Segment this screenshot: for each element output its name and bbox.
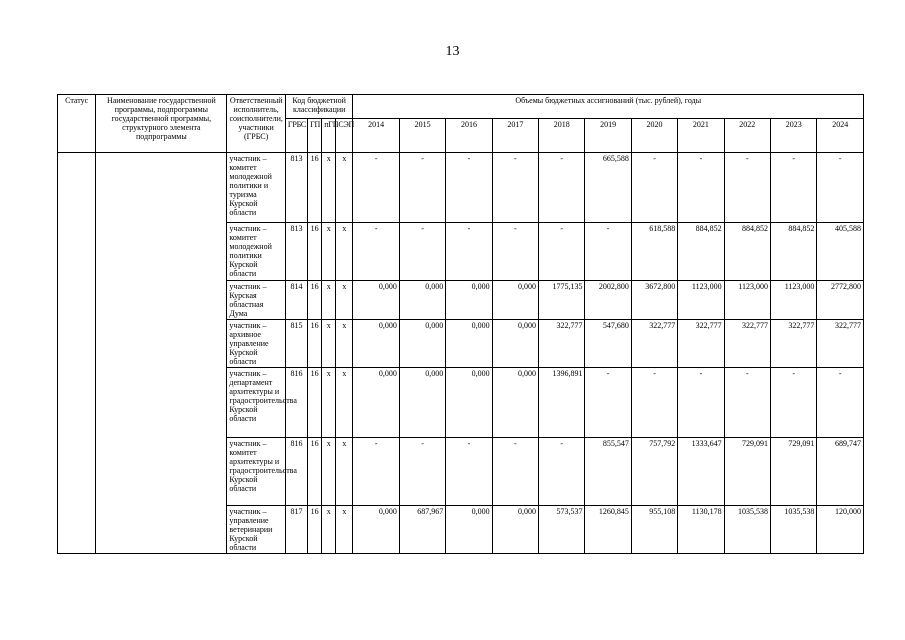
value-cell: 0,000: [399, 320, 445, 368]
program-name-cell: [96, 153, 227, 554]
participant-cell: участник – управление ветеринарии Курской области: [227, 506, 285, 554]
value-cell: 322,777: [631, 320, 677, 368]
participant-cell: участник – комитет молодежной политики и туризма Курской области: [227, 153, 285, 223]
pgp-cell: х: [322, 320, 336, 368]
grbs-cell: 816: [285, 368, 307, 438]
value-cell: 884,852: [771, 223, 817, 281]
value-cell: 0,000: [353, 281, 399, 320]
value-cell: -: [446, 438, 492, 506]
value-cell: 729,091: [724, 438, 770, 506]
value-cell: -: [492, 153, 538, 223]
gp-cell: 16: [308, 368, 322, 438]
value-cell: 2002,800: [585, 281, 631, 320]
sep-cell: х: [336, 320, 353, 368]
header-year: 2014: [353, 119, 399, 153]
gp-cell: 16: [308, 320, 322, 368]
header-year: 2017: [492, 119, 538, 153]
value-cell: -: [492, 223, 538, 281]
header-year: 2016: [446, 119, 492, 153]
value-cell: -: [353, 153, 399, 223]
value-cell: 1035,538: [724, 506, 770, 554]
participant-cell: участник – Курская областная Дума: [227, 281, 285, 320]
value-cell: 689,747: [817, 438, 864, 506]
participant-cell: участник – департамент архитектуры и градостроительства Курской области: [227, 368, 285, 438]
pgp-cell: х: [322, 438, 336, 506]
value-cell: -: [539, 153, 585, 223]
value-cell: 1130,178: [678, 506, 724, 554]
value-cell: 0,000: [353, 506, 399, 554]
value-cell: -: [539, 438, 585, 506]
pgp-cell: х: [322, 281, 336, 320]
value-cell: 0,000: [446, 320, 492, 368]
value-cell: 0,000: [446, 368, 492, 438]
value-cell: 2772,800: [817, 281, 864, 320]
value-cell: -: [353, 438, 399, 506]
value-cell: 0,000: [446, 281, 492, 320]
value-cell: 855,547: [585, 438, 631, 506]
participant-cell: участник – архивное управление Курской области: [227, 320, 285, 368]
grbs-cell: 813: [285, 223, 307, 281]
header-year: 2020: [631, 119, 677, 153]
header-year: 2021: [678, 119, 724, 153]
value-cell: 0,000: [353, 320, 399, 368]
header-budget-code: Код бюджетной классификации: [285, 95, 353, 119]
gp-cell: 16: [308, 223, 322, 281]
header-year: 2023: [771, 119, 817, 153]
header-status: Статус: [58, 95, 96, 153]
value-cell: -: [446, 153, 492, 223]
value-cell: 1396,891: [539, 368, 585, 438]
value-cell: -: [771, 368, 817, 438]
header-year: 2019: [585, 119, 631, 153]
sep-cell: х: [336, 223, 353, 281]
header-volumes: Объемы бюджетных ассигнований (тыс. рублей), годы: [353, 95, 864, 119]
value-cell: -: [492, 438, 538, 506]
value-cell: -: [817, 368, 864, 438]
value-cell: 322,777: [771, 320, 817, 368]
grbs-cell: 814: [285, 281, 307, 320]
value-cell: 322,777: [678, 320, 724, 368]
value-cell: -: [724, 153, 770, 223]
value-cell: 1123,000: [724, 281, 770, 320]
sep-cell: х: [336, 368, 353, 438]
value-cell: -: [399, 438, 445, 506]
header-code-col: пГП: [322, 119, 336, 153]
value-cell: 547,680: [585, 320, 631, 368]
value-cell: 405,588: [817, 223, 864, 281]
value-cell: 0,000: [492, 368, 538, 438]
value-cell: -: [585, 223, 631, 281]
value-cell: 665,588: [585, 153, 631, 223]
header-year: 2015: [399, 119, 445, 153]
value-cell: -: [353, 223, 399, 281]
sep-cell: х: [336, 438, 353, 506]
value-cell: -: [446, 223, 492, 281]
participant-cell: участник – комитет архитектуры и градостроительства Курской области: [227, 438, 285, 506]
value-cell: 618,588: [631, 223, 677, 281]
value-cell: -: [771, 153, 817, 223]
page-number: 13: [445, 44, 460, 59]
value-cell: -: [817, 153, 864, 223]
pgp-cell: х: [322, 223, 336, 281]
value-cell: 1123,000: [678, 281, 724, 320]
value-cell: 1123,000: [771, 281, 817, 320]
value-cell: -: [678, 368, 724, 438]
header-code-col: СЭП: [336, 119, 353, 153]
header-program-name: Наименование государственной программы, подпрограммы государственной программы, структурного элемента подпрограммы: [96, 95, 227, 153]
value-cell: 955,108: [631, 506, 677, 554]
value-cell: 757,792: [631, 438, 677, 506]
pgp-cell: х: [322, 153, 336, 223]
value-cell: 0,000: [353, 368, 399, 438]
value-cell: 0,000: [446, 506, 492, 554]
value-cell: 0,000: [492, 506, 538, 554]
pgp-cell: х: [322, 506, 336, 554]
gp-cell: 16: [308, 281, 322, 320]
grbs-cell: 815: [285, 320, 307, 368]
value-cell: 729,091: [771, 438, 817, 506]
gp-cell: 16: [308, 153, 322, 223]
value-cell: 0,000: [399, 281, 445, 320]
status-cell: [58, 153, 96, 554]
value-cell: 884,852: [724, 223, 770, 281]
sep-cell: х: [336, 153, 353, 223]
pgp-cell: х: [322, 368, 336, 438]
header-year: 2018: [539, 119, 585, 153]
value-cell: 3672,800: [631, 281, 677, 320]
value-cell: 0,000: [399, 368, 445, 438]
value-cell: -: [399, 223, 445, 281]
value-cell: 1333,647: [678, 438, 724, 506]
value-cell: -: [585, 368, 631, 438]
header-year: 2024: [817, 119, 864, 153]
grbs-cell: 817: [285, 506, 307, 554]
value-cell: 687,967: [399, 506, 445, 554]
header-code-col: ГП: [308, 119, 322, 153]
header-code-col: ГРБС: [285, 119, 307, 153]
sep-cell: х: [336, 506, 353, 554]
value-cell: -: [631, 153, 677, 223]
value-cell: 1260,845: [585, 506, 631, 554]
value-cell: -: [399, 153, 445, 223]
value-cell: 120,000: [817, 506, 864, 554]
value-cell: -: [539, 223, 585, 281]
gp-cell: 16: [308, 438, 322, 506]
value-cell: 322,777: [539, 320, 585, 368]
value-cell: 1035,538: [771, 506, 817, 554]
table-row: [58, 153, 864, 223]
budget-table: [57, 94, 864, 554]
header-year: 2022: [724, 119, 770, 153]
value-cell: 0,000: [492, 281, 538, 320]
grbs-cell: 816: [285, 438, 307, 506]
value-cell: 884,852: [678, 223, 724, 281]
value-cell: -: [724, 368, 770, 438]
value-cell: 322,777: [817, 320, 864, 368]
value-cell: -: [678, 153, 724, 223]
sep-cell: х: [336, 281, 353, 320]
value-cell: 1775,135: [539, 281, 585, 320]
value-cell: -: [631, 368, 677, 438]
value-cell: 322,777: [724, 320, 770, 368]
participant-cell: участник – комитет молодежной политики Курской области: [227, 223, 285, 281]
value-cell: 573,537: [539, 506, 585, 554]
grbs-cell: 813: [285, 153, 307, 223]
gp-cell: 16: [308, 506, 322, 554]
header-responsible: Ответственный исполнитель, соисполнители, участники (ГРБС): [227, 95, 285, 153]
value-cell: 0,000: [492, 320, 538, 368]
